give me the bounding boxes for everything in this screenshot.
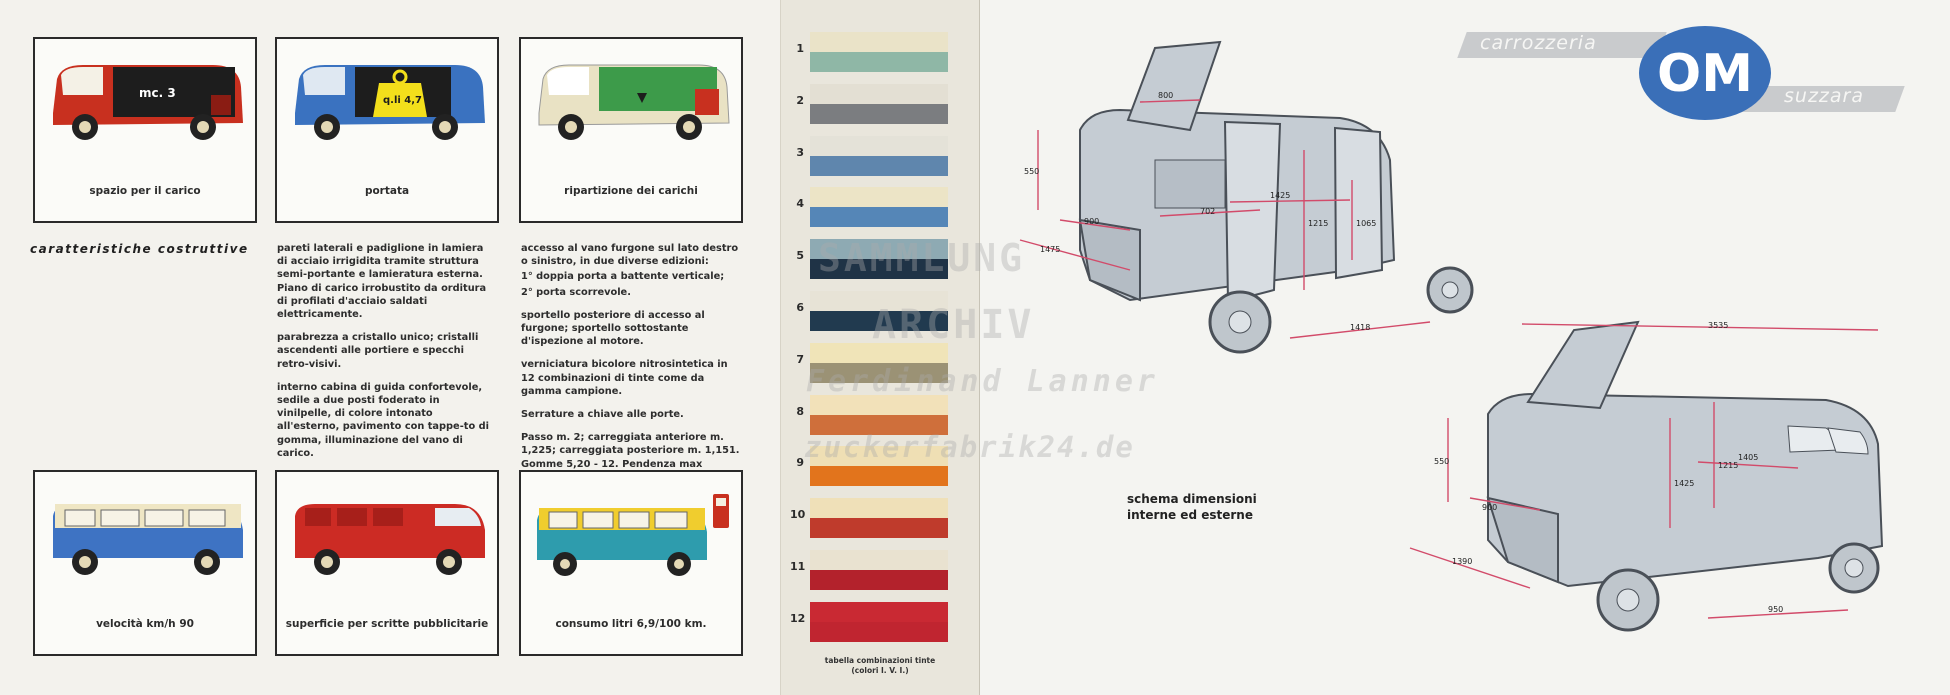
watermark-line: SAMMLUNG: [818, 236, 1026, 280]
van-load-illustration: [529, 53, 735, 145]
card-caption: portata: [364, 185, 410, 197]
swatch-top-color: [810, 498, 948, 518]
watermark-line: Ferdinand Lanner: [806, 364, 1159, 399]
svg-text:1418: 1418: [1350, 323, 1371, 332]
om-logo: [1638, 24, 1773, 122]
svg-text:550: 550: [1024, 167, 1040, 176]
swatch-bottom-color: [810, 207, 948, 227]
card-caption: ripartizione dei carichi: [564, 185, 698, 197]
svg-text:OM: OM: [1657, 44, 1753, 104]
section-heading: caratteristiche costruttive: [30, 242, 249, 256]
swatch-number: 2: [796, 93, 804, 107]
swatch-bottom-color: [810, 622, 948, 642]
swatch-top-color: [810, 187, 948, 207]
schema-caption: [1127, 491, 1257, 523]
swatch-top-color: [810, 84, 948, 104]
swatch-number: 12: [790, 611, 806, 625]
card-fuel-consumption: [519, 470, 743, 656]
brand-suzzara: suzzara: [1784, 85, 1864, 107]
card-payload: [275, 37, 499, 223]
svg-text:950: 950: [1768, 605, 1784, 614]
swatch-caption-line: tabella combinazioni tinte: [824, 656, 936, 665]
card-caption: superficie per scritte pubblicitarie: [285, 618, 489, 630]
svg-text:1065: 1065: [1356, 219, 1377, 228]
van-cargo-illustration: [43, 53, 249, 145]
card-advertising-surface: [275, 470, 499, 656]
paragraph: verniciatura bicolore nitrosintetica in 12 combinazioni di tinte come da gamma campione.: [521, 359, 728, 397]
swatch-number: 6: [796, 301, 804, 314]
swatch-number: 10: [790, 508, 806, 522]
paragraph: Serrature a chiave alle porte.: [521, 409, 684, 421]
card-caption: velocità km/h 90: [96, 618, 194, 630]
swatch-number: 11: [790, 560, 806, 573]
card-caption: spazio per il carico: [89, 185, 201, 197]
paragraph: Passo m. 2; carreggiata anteriore m. 1,225; carreggiata posteriore m. 1,151. Gomme 5,20 - 12. Pendenza max: [521, 432, 740, 470]
brand-carrozzeria: carrozzeria: [1480, 32, 1597, 54]
swatch-number: 3: [796, 145, 804, 159]
svg-text:900: 900: [1084, 217, 1100, 226]
card-load-distribution: [519, 37, 743, 223]
svg-text:3535: 3535: [1708, 321, 1729, 330]
swatch-number: 5: [796, 249, 804, 263]
svg-text:1390: 1390: [1452, 557, 1473, 566]
svg-text:550: 550: [1434, 457, 1450, 466]
paragraph: interno cabina di guida confortevole, sedile a due posti foderato in vinilpelle, di colore intonato all'esterno, pavimento con tappe-to di gomma, illuminazione del vano di carico.: [277, 381, 489, 459]
svg-text:1405: 1405: [1738, 453, 1759, 462]
paragraph: 1° doppia porta a battente verticale;: [521, 271, 725, 283]
swatch-number: 1: [796, 42, 804, 55]
swatch-bottom-color: [810, 570, 948, 590]
van-speed-illustration: [43, 486, 249, 578]
swatch-top-color: [810, 136, 948, 156]
paragraph: 2° porta scorrevole.: [521, 286, 631, 298]
watermark-line: zuckerfabrik24.de: [804, 430, 1135, 464]
swatch-bottom-color: [810, 52, 948, 72]
svg-text:1215: 1215: [1718, 461, 1739, 470]
card-speed: [33, 470, 257, 656]
van-fuel-illustration: [529, 486, 735, 578]
swatch-caption: [790, 656, 970, 676]
svg-text:702: 702: [1200, 207, 1216, 216]
svg-text:mc. 3: mc. 3: [139, 86, 176, 100]
watermark-line: ARCHIV: [872, 302, 1035, 348]
text-column-1: [277, 242, 497, 470]
svg-text:800: 800: [1158, 91, 1174, 100]
schema-caption-line: schema dimensioni: [1127, 492, 1257, 506]
svg-text:1475: 1475: [1040, 245, 1061, 254]
card-caption: consumo litri 6,9/100 km.: [555, 618, 707, 630]
paragraph: accesso al vano furgone sul lato destro o sinistro, in due diverse edizioni:: [521, 243, 739, 268]
paragraph: sportello posteriore di accesso al furgone; sportello sottostante d'ispezione al motore.: [521, 309, 705, 348]
swatch-number: 9: [796, 456, 804, 470]
swatch-bottom-color: [810, 104, 948, 124]
swatch-bottom-color: [810, 518, 948, 538]
swatch-number: 7: [796, 352, 804, 366]
svg-text:q.li 4,7: q.li 4,7: [383, 95, 423, 106]
svg-text:900: 900: [1482, 503, 1498, 512]
svg-text:1215: 1215: [1308, 219, 1329, 228]
swatch-top-color: [810, 550, 948, 570]
paragraph: pareti laterali e padiglione in lamiera di acciaio irrigidita tramite struttura semi-portante e lamieratura esterna. Piano di carico irrobustito da orditura di profilati d'acciaio saldati elettricamente.: [277, 243, 487, 321]
swatch-bottom-color: [810, 466, 948, 486]
swatch-number: 8: [796, 404, 804, 418]
swatch-top-color: [810, 602, 948, 622]
swatch-bottom-color: [810, 156, 948, 176]
van-dimension-diagram-side: [1408, 318, 1918, 648]
swatch-caption-line: (colori I. V. I.): [851, 666, 909, 675]
schema-caption-line: interne ed esterne: [1127, 508, 1253, 522]
paragraph: parabrezza a cristallo unico; cristalli ascendenti alle portiere e specchi retro-visivi.: [277, 332, 479, 370]
van-payload-illustration: [285, 53, 491, 145]
van-advertising-illustration: [285, 486, 491, 578]
swatch-top-color: [810, 32, 948, 52]
swatch-number: 4: [796, 197, 804, 211]
card-cargo-space: [33, 37, 257, 223]
svg-text:1425: 1425: [1270, 191, 1291, 200]
svg-text:1425: 1425: [1674, 479, 1695, 488]
